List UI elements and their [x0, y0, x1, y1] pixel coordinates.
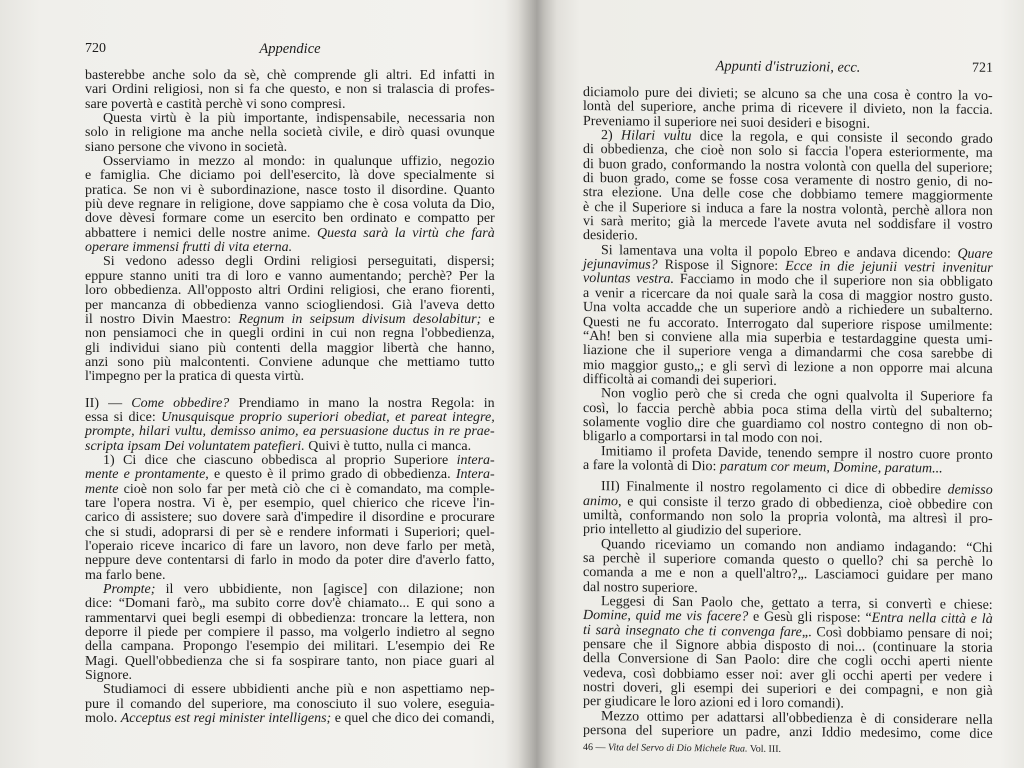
- text-run: gli individui siano più contenti della maggior libertà che hanno,: [85, 340, 495, 356]
- text-line: [85, 483, 495, 497]
- paragraph: [85, 454, 495, 583]
- text-run: neppure deve contentarsi di farlo in modo da poter dire d'averlo fatto,: [85, 553, 495, 569]
- text-run: di obbedienza, che cioè non solo si faccia l'opera esteriormente, ma: [583, 142, 993, 162]
- text-line: [85, 425, 495, 439]
- paragraph: [583, 480, 993, 541]
- italic-text-run: intera-: [456, 452, 495, 468]
- text-line: [85, 597, 495, 611]
- text-run: l'operaio riceve incarico di fare un lavoro, non deve farlo per metà,: [85, 539, 495, 554]
- text-line: [85, 583, 495, 597]
- text-run: per mancanza di obbedienza vanno sciogliendosi. Già l'aveva detto: [85, 297, 495, 313]
- text-line: [85, 526, 495, 540]
- page-number: 721: [972, 60, 993, 76]
- italic-text-run: Hilari vultu: [620, 128, 692, 145]
- text-run: cioè non solo far per metà ciò che ci è comandato, ma comple-: [118, 481, 495, 497]
- text-line: [85, 612, 495, 626]
- paragraph: [85, 155, 495, 255]
- text-line: [583, 724, 993, 742]
- text-run: persona del superiore un padre, anzi Iddio medesimo, come dice: [583, 723, 993, 743]
- text-run: Preveniamo il superiore nei suoi desideri e bisogni.: [583, 113, 870, 132]
- text-run: Quando riceviamo un comando non andiamo indagando: “Chi: [601, 536, 993, 556]
- text-line: [85, 270, 495, 284]
- text-run: Non voglio però che si creda che ogni qualvolta il Superiore fa: [601, 386, 993, 406]
- text-line: [85, 184, 495, 198]
- text-run: pratica. Se non vi è subordinazione, nasce tosto il disordine. Quanto: [85, 182, 495, 198]
- page-body: [85, 69, 495, 726]
- text-run: comanda a me e non a quell'altro?„. Lasciamoci guidare per mano: [583, 565, 993, 585]
- paragraph: [583, 445, 993, 478]
- text-run: più deve regnare in religione, dove sappiamo che è cosa voluta da Dio,: [85, 197, 495, 213]
- text-line: [85, 169, 495, 183]
- text-run: lontà del superiore, anche prima di ricevere il divieto, non la faccia.: [583, 99, 993, 119]
- text-run: ma farlo bene.: [85, 567, 166, 583]
- text-line: [85, 554, 495, 568]
- italic-text-run: Regnum in seipsum divisum desolabitur;: [238, 311, 482, 327]
- text-line: [85, 227, 495, 241]
- italic-text-run: paratum cor meum, Domine, paratum...: [719, 459, 943, 477]
- italic-text-run: Prompte;: [103, 582, 156, 598]
- text-line: [85, 98, 495, 112]
- paragraph: [85, 683, 495, 726]
- text-run: pure il comando del superiore, ma conosciuto il suo volere, eseguia-: [85, 696, 495, 712]
- text-run: mio maggior gusto„; e gli servì di lezione a non opporre mai alcuna: [583, 357, 993, 377]
- text-line: [85, 313, 495, 327]
- text-line: [85, 540, 495, 554]
- italic-text-run: voluntas vestra.: [583, 271, 675, 288]
- page-body: [583, 86, 993, 742]
- text-run: “Ah! ben si conviene alla mia superbia e testardaggine questa umi-: [583, 328, 993, 348]
- text-run: dal nostro superiore.: [583, 579, 698, 596]
- text-run: così, lo faccia perchè abbia poca stima della virtù del subalterno;: [583, 400, 993, 420]
- text-run: bligarlo a comportarsi in tal modo con noi.: [583, 429, 823, 447]
- text-line: [85, 83, 495, 97]
- paragraph: [85, 583, 495, 683]
- text-run: siano persone che vivono in società.: [85, 139, 288, 155]
- text-run: difficoltà ai comandi dei superiori.: [583, 371, 777, 389]
- text-run: rammentarvi quei begli esempi di obbedienza: troncare la lettera, non: [85, 610, 495, 626]
- text-section: [85, 69, 495, 385]
- text-line: [85, 255, 495, 269]
- text-run: umiltà, conformando non solo la propria volontà, ma altresì il pro-: [583, 507, 993, 527]
- text-line: [85, 640, 495, 654]
- text-run: Studiamoci di essere ubbidienti anche più e non aspettiamo nep-: [103, 682, 495, 698]
- text-run: Imitiamo il profeta Davide, tenendo sempre il nostro cuore pronto: [601, 443, 993, 463]
- italic-text-run: mente e prontamente: [85, 467, 206, 483]
- text-run: deporre il piede per compiere il passo, ma volgerlo indietro al segno: [85, 625, 495, 641]
- text-run: Si lamentava una volta il popolo Ebreo e andava dicendo:: [601, 242, 958, 262]
- text-run: dice: “Domani farò„ ma subito corre dov'è chiamato... E qui sono a: [85, 596, 495, 612]
- italic-text-run: Domine, quid me vis facere?: [583, 608, 749, 625]
- paragraph: [583, 86, 993, 133]
- text-run: non pensiamoci che in quegli ordini in cui non regna l'obbedienza,: [85, 326, 495, 342]
- text-run: solamente voglio dire che guardiamo col nostro contegno di non ob-: [583, 414, 993, 434]
- running-head: Appunti d'istruzioni, ecc.: [715, 58, 861, 76]
- italic-text-run: Unusquisque proprio superiori obediat, et pareat integre,: [161, 409, 495, 425]
- italic-text-run: prompte, hilari vultu, demisso animo, ea persuasione ductus in re prae-: [85, 424, 495, 440]
- text-run: vi sarà merito; già la mercede l'avete avuta nel soddisfare il vostro: [583, 214, 993, 234]
- paragraph: [583, 129, 993, 248]
- text-line: [85, 712, 495, 726]
- paragraph: [85, 397, 495, 454]
- text-run: vari Ordini religiosi, non si fa che questo, e non si tralascia di profes-: [85, 82, 495, 98]
- text-run: sa perchè il superiore comanda questo o quello? chi sa perchè lo: [583, 551, 993, 570]
- text-run: 46 —: [583, 742, 608, 754]
- italic-text-run: Entra nella città e là: [871, 611, 993, 628]
- paragraph: [85, 255, 495, 384]
- text-run: II) —: [85, 395, 132, 411]
- text-run: liazione che il superiore venga a dimandarmi che cosa sarebbe di: [583, 343, 993, 363]
- text-line: [85, 397, 495, 411]
- text-run: loro obbedienza. All'opposto altri Ordini religiosi, che erano fiorenti,: [85, 283, 495, 299]
- italic-text-run: scripta ipsam Dei voluntatem patefieri.: [85, 438, 305, 454]
- text-run: Una volta accadde che un superiore andò a richiedere un subalterno.: [583, 300, 993, 320]
- paragraph: [583, 595, 993, 714]
- text-line: [85, 126, 495, 140]
- text-line: [85, 440, 495, 454]
- text-line: [85, 212, 495, 226]
- text-line: [85, 241, 495, 255]
- text-run: Vol. III.: [747, 743, 782, 755]
- text-run: abbattere i nemici delle nostre anime.: [85, 225, 318, 241]
- paragraph: [583, 538, 993, 599]
- text-run: per giudicare le loro azioni ed i loro comandi).: [583, 694, 844, 712]
- right-page: [583, 56, 993, 765]
- text-run: „. Così dobbiamo pensare di noi;: [801, 624, 993, 642]
- page-number: 720: [85, 41, 106, 56]
- text-run: vedeva, così dobbiamo esser noi: aver gli occhi aperti per vedere i: [583, 665, 993, 685]
- text-run: basterebbe anche solo da sè, chè comprende gli altri. Ed infatti in: [85, 68, 495, 83]
- text-run: nostri doveri, gli esempi dei superiori e dei compagni, e non già: [583, 680, 993, 700]
- text-run: dove dèvesi formare come un esercito ben ordinato e compatto per: [85, 211, 495, 227]
- text-run: Prendiamo in mano la nostra Regola: in: [229, 395, 495, 411]
- text-run: eppure stanno uniti tra di loro e vanno aumentando; perchè? Per la: [85, 268, 495, 284]
- footer-signature-line: [583, 742, 781, 756]
- paragraph: [583, 387, 993, 448]
- text-run: Quivi è tutto, nulla ci manca.: [304, 438, 472, 454]
- text-run: anzi sono più malcontenti. Conviene adunque che mettiamo tutto: [85, 354, 495, 370]
- text-run: Signore.: [85, 668, 133, 684]
- text-run: solo in religione ma anche nella società civile, e dirò quasi ovunque: [85, 125, 495, 141]
- text-line: [85, 511, 495, 525]
- text-line: [85, 698, 495, 712]
- paragraph: [583, 710, 993, 743]
- text-line: [85, 497, 495, 511]
- text-run: dice la regola, e qui consiste il secondo grado: [691, 129, 993, 147]
- italic-text-run: ti sarà insegnato che ti convenga fare: [583, 622, 802, 640]
- text-run: sare povertà e castità perchè vi sono compresi.: [85, 96, 346, 112]
- italic-text-run: Come obbedire?: [131, 395, 230, 411]
- text-run: e Gesù gli rispose: “: [748, 609, 872, 627]
- text-line: [85, 155, 495, 169]
- text-run: che si studi, adoprarsi di per sè e rendere informati i Superiori; quel-: [85, 524, 495, 540]
- text-line: [85, 370, 495, 384]
- italic-text-run: Vita del Servo di Dio Michele Rua.: [608, 742, 748, 755]
- text-run: Facciamo in modo che il superiore non sia obbligato: [674, 272, 993, 291]
- text-run: della Conversione di San Paolo: dire che cogli occhi aperti niente: [583, 651, 993, 671]
- text-run: pensare che il Signore abbia disposto di noi... (continuare la storia: [583, 637, 993, 656]
- text-run: diciamolo pure dei divieti; se alcuno sa che una cosa è contro la vo-: [583, 85, 993, 104]
- text-run: molo.: [85, 711, 121, 727]
- text-run: carico di assistere; suo dovere sarà d'impedire il disordine e procurare: [85, 510, 495, 526]
- text-run: a fare la volontà di Dio:: [583, 457, 720, 475]
- text-run: desiderio.: [583, 228, 638, 244]
- text-line: [85, 112, 495, 126]
- text-line: [85, 69, 495, 83]
- text-line: [85, 141, 495, 155]
- text-run: Leggesi di San Paolo che, gettato a terra, si convertì e chiese:: [601, 594, 993, 613]
- italic-text-run: animo: [583, 493, 618, 509]
- italic-text-run: operare immensi frutti di vita eterna.: [85, 240, 293, 256]
- italic-text-run: Ecce in die jejunii vestri invenitur: [785, 259, 993, 277]
- italic-text-run: Quare: [957, 246, 993, 262]
- text-run: Rispose il Signore:: [657, 257, 786, 275]
- text-line: [85, 454, 495, 468]
- text-line: [85, 299, 495, 313]
- text-line: [85, 655, 495, 669]
- italic-text-run: Intera-: [455, 467, 495, 483]
- text-run: Magi. Quell'obbedienza che si fa sospirare tanto, non piace guari al: [85, 653, 495, 669]
- text-run: Si vedono adesso degli Ordini religiosi perseguitati, dispersi;: [103, 254, 495, 270]
- text-run: stra elezione. Una delle cose che dobbiamo temere maggiormente: [583, 185, 993, 205]
- text-run: di buon grado, conformando la nostra volontà con quella del superiore;: [583, 156, 993, 176]
- italic-text-run: Questa sarà la virtù che farà: [317, 225, 495, 241]
- text-run: Mezzo ottimo per adattarsi all'obbedienza è di considerare nella: [601, 708, 993, 728]
- text-line: [85, 198, 495, 212]
- text-line: [85, 342, 495, 356]
- text-line: [85, 327, 495, 341]
- text-run: Osserviamo in mezzo al mondo: in qualunque uffizio, negozio: [103, 154, 495, 170]
- text-run: è che il Superiore si induca a fare la nostra volontà, perchè allora non: [583, 199, 993, 219]
- text-line: [85, 683, 495, 697]
- italic-text-run: demisso: [947, 482, 993, 499]
- italic-text-run: Acceptus est regi minister intelligens;: [120, 711, 332, 727]
- text-run: Questa virtù è la più importante, indispensabile, necessaria non: [103, 111, 495, 127]
- text-line: [85, 468, 495, 482]
- text-run: , e questo è il primo grado di obbedienza.: [205, 467, 456, 483]
- text-line: [85, 569, 495, 583]
- text-line: [85, 626, 495, 640]
- text-run: prio intelletto al giudizio del superiore.: [583, 522, 802, 540]
- text-section: [85, 397, 495, 727]
- text-section: [583, 86, 993, 477]
- text-line: [85, 284, 495, 298]
- text-run: di buon grado, come se fosse cosa veramente di nostro genio, di no-: [583, 171, 993, 190]
- text-line: [85, 411, 495, 425]
- paragraph: [85, 69, 495, 112]
- text-run: , e qui consiste il terzo grado di obbedienza, cioè obbedire con: [618, 493, 993, 513]
- paragraph: [583, 244, 993, 391]
- text-line: [583, 459, 993, 477]
- text-run: e famiglia. Che diciamo poi dell'esercito, là dove specialmente si: [85, 168, 495, 184]
- text-run: della campana. Propongo l'esempio dei militari. L'esempio dei Re: [85, 639, 495, 655]
- italic-text-run: mente: [85, 481, 119, 497]
- text-run: e: [481, 311, 495, 327]
- italic-text-run: jejunavimus?: [583, 257, 658, 273]
- text-run: il vero ubbidiente, non [agisce] con dilazione; non: [155, 582, 495, 598]
- text-run: a venir a ricercare da noi quale sarà la cosa di maggior nostro gusto.: [583, 285, 993, 305]
- text-run: 2): [601, 128, 621, 144]
- running-head: Appendice: [259, 41, 321, 57]
- paragraph: [85, 112, 495, 155]
- text-run: il nostro Divin Maestro:: [85, 311, 239, 327]
- text-section: [583, 480, 993, 742]
- text-run: e quel che dico dei comandi,: [331, 711, 495, 727]
- text-run: l'impegno per la pratica di questa virtù.: [85, 369, 305, 385]
- text-line: [85, 669, 495, 683]
- text-run: III) Finalmente il nostro regolamento ci dice di obbedire: [601, 479, 948, 498]
- text-run: essa si dice:: [85, 409, 162, 425]
- left-page: [85, 40, 495, 740]
- text-run: tare l'opera nostra. Vi è, per esempio, quel chierico che riceve l'in-: [85, 495, 495, 511]
- text-line: [85, 356, 495, 370]
- text-run: 1) Ci dice che ciascuno obbedisca al proprio Superiore: [103, 452, 457, 468]
- text-run: Questi ne fu accorato. Interrogato dal superiore rispose umilmente:: [583, 314, 993, 334]
